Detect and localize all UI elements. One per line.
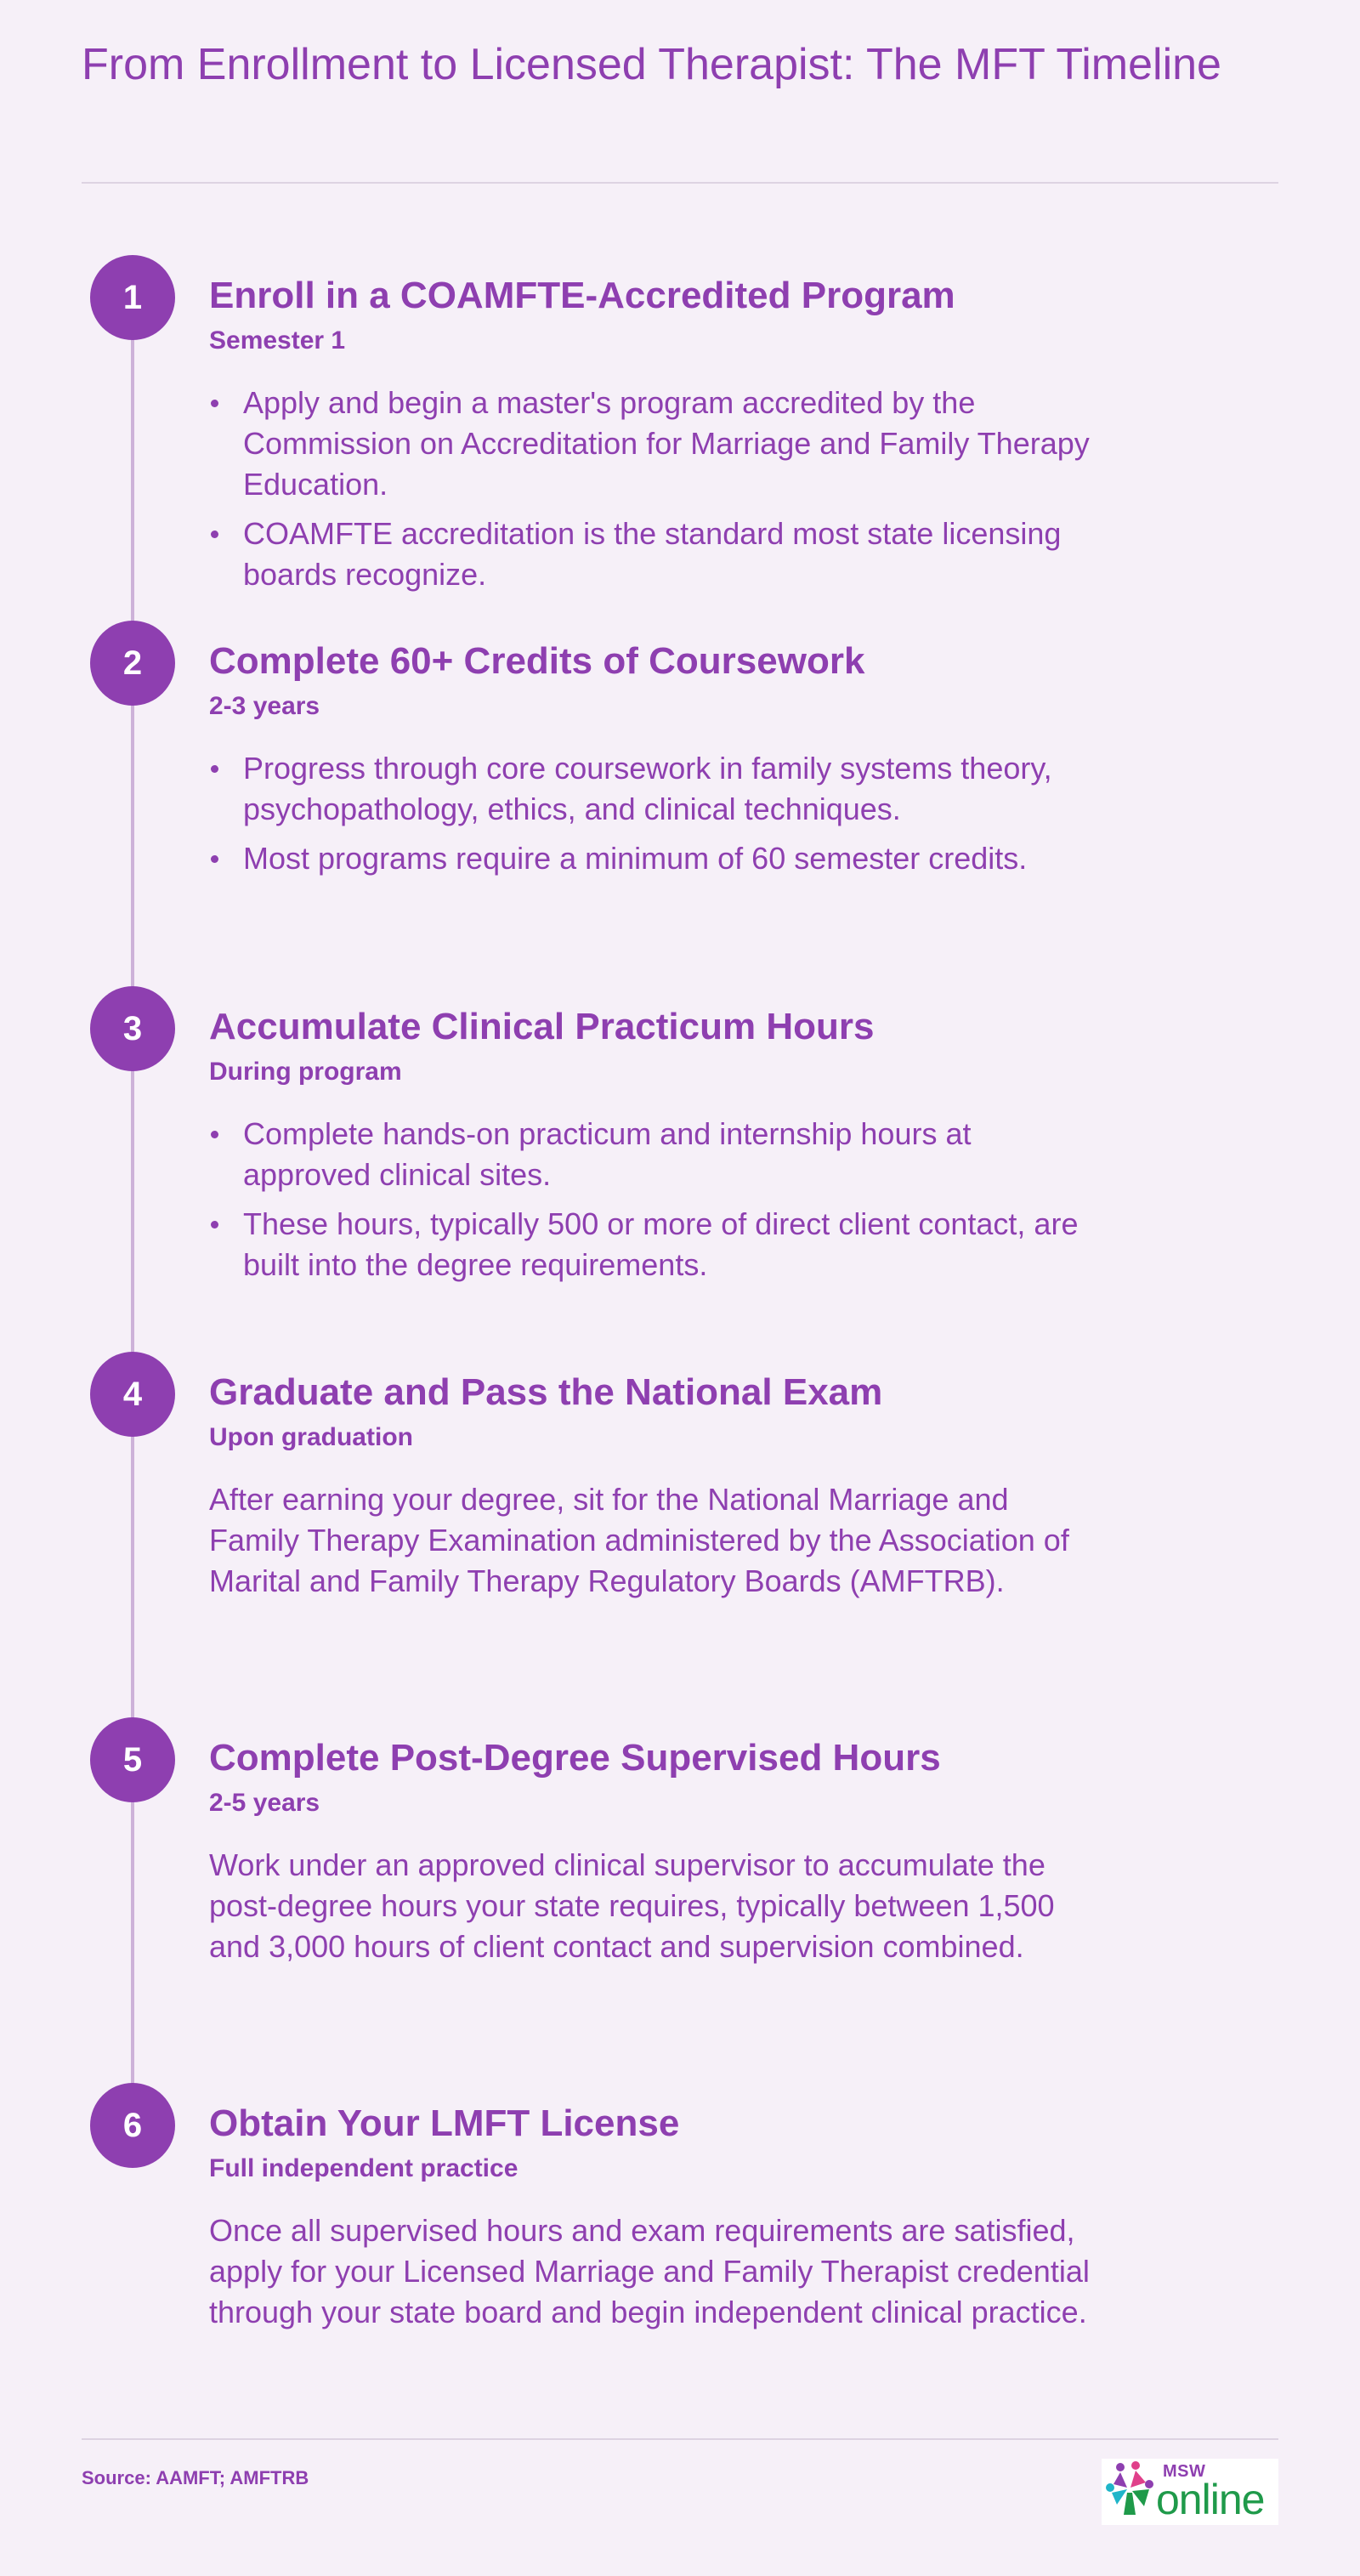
- step-bullet-list: [209, 1114, 1093, 1285]
- step-title: Enroll in a COAMFTE-Accredited Program: [209, 275, 955, 316]
- people-star-icon: [1102, 2459, 1161, 2525]
- step-title: Accumulate Clinical Practicum Hours: [209, 1006, 875, 1047]
- step-content: [209, 272, 1093, 604]
- source-note: Source: AAMFT; AMFTRB: [82, 2467, 309, 2488]
- step-title: Complete 60+ Credits of Coursework: [209, 640, 865, 682]
- step-bullet-list: [209, 383, 1093, 595]
- step-bullet: Progress through core coursework in family systems theory, psychopathology, ethics, and clinical techniques.: [209, 748, 1093, 830]
- step-description: Once all supervised hours and exam requirements are satisfied, apply for your Licensed Marriage and Family Therapist credential through your state board and begin independent clinical practice.: [209, 2213, 1090, 2329]
- step-duration: 2-5 years: [209, 1789, 320, 1817]
- step-duration: 2-3 years: [209, 692, 320, 720]
- step-content: [209, 1369, 1093, 1602]
- step-number-badge: 3: [90, 986, 175, 1071]
- step-duration: Upon graduation: [209, 1423, 413, 1451]
- step-title: Complete Post-Degree Supervised Hours: [209, 1737, 941, 1779]
- timeline-line: [131, 296, 134, 2124]
- msw-online-logo: [1102, 2459, 1278, 2525]
- page-title: From Enrollment to Licensed Therapist: The MFT Timeline: [82, 40, 1221, 89]
- logo-msw-text: MSW: [1163, 2462, 1206, 2481]
- step-bullet: Apply and begin a master's program accredited by the Commission on Accreditation for Marriage and Family Therapy Education.: [209, 383, 1093, 505]
- footer-divider: [82, 2438, 1278, 2440]
- logo-online-text: online: [1156, 2476, 1265, 2523]
- step-duration: Semester 1: [209, 326, 346, 355]
- step-bullet: Most programs require a minimum of 60 semester credits.: [209, 838, 1093, 879]
- step-description: After earning your degree, sit for the National Marriage and Family Therapy Examination administered by the Association of Marital and Family Therapy Regulatory Boards (AMFTRB).: [209, 1482, 1069, 1598]
- step-number-badge: 5: [90, 1717, 175, 1802]
- step-bullet: These hours, typically 500 or more of direct client contact, are built into the degree requirements.: [209, 1204, 1093, 1285]
- step-number-badge: 6: [90, 2083, 175, 2168]
- step-bullet-list: [209, 748, 1093, 879]
- step-content: [209, 1003, 1093, 1294]
- step-number-badge: 4: [90, 1352, 175, 1437]
- step-title: Obtain Your LMFT License: [209, 2102, 680, 2144]
- step-title: Graduate and Pass the National Exam: [209, 1371, 883, 1413]
- step-content: [209, 2100, 1093, 2333]
- step-bullet: COAMFTE accreditation is the standard most state licensing boards recognize.: [209, 513, 1093, 595]
- step-description: Work under an approved clinical supervisor to accumulate the post-degree hours your state requires, typically between 1,500 and 3,000 hours of client contact and supervision combined.: [209, 1847, 1055, 1964]
- step-number-badge: 1: [90, 255, 175, 340]
- step-content: [209, 1734, 1093, 1967]
- step-bullet: Complete hands-on practicum and internship hours at approved clinical sites.: [209, 1114, 1093, 1195]
- title-divider: [82, 182, 1278, 184]
- step-content: [209, 638, 1093, 888]
- step-duration: Full independent practice: [209, 2154, 518, 2182]
- step-number-badge: 2: [90, 621, 175, 706]
- step-duration: During program: [209, 1058, 402, 1086]
